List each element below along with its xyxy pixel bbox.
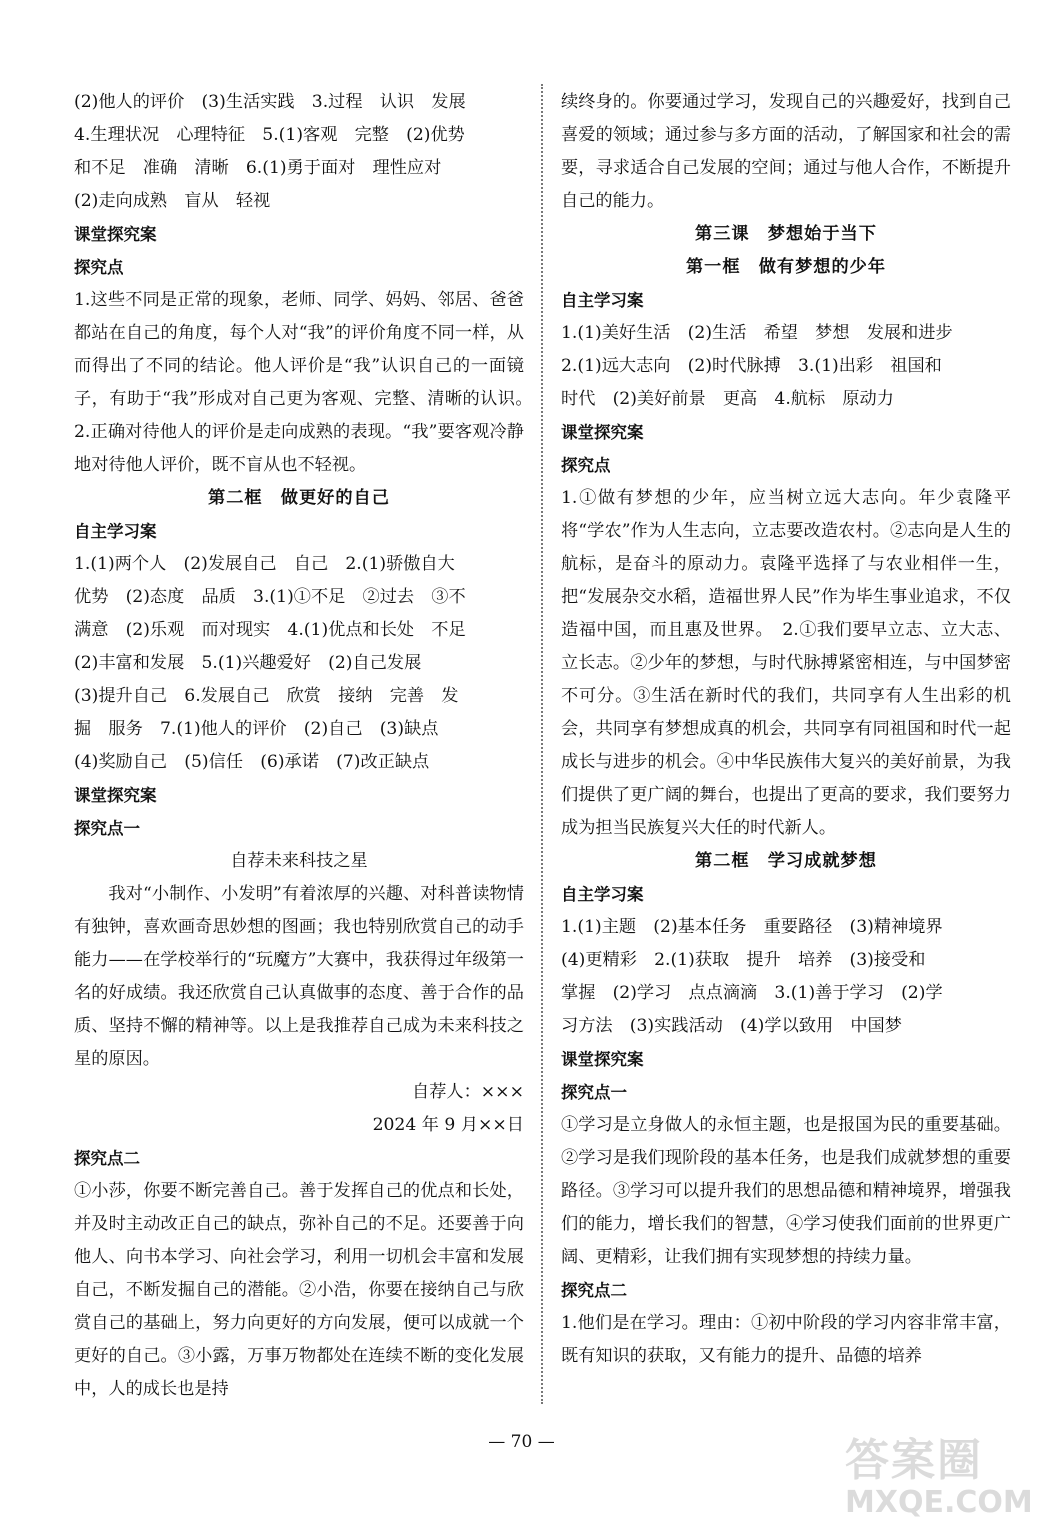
answer-line: 习方法 (3)实践活动 (4)学以致用 中国梦 <box>561 1016 902 1036</box>
watermark-logo <box>845 1435 1033 1531</box>
answer-line: (2)丰富和发展 5.(1)兴趣爱好 (2)自己发展 <box>74 653 422 673</box>
essay-title: 自荐未来科技之星 <box>230 851 368 871</box>
answer-line: 满意 (2)乐观 而对现实 4.(1)优点和长处 不足 <box>74 620 466 640</box>
frame-title: 第二框 学习成就梦想 <box>695 851 877 871</box>
answer-line: 时代 (2)美好前景 更高 4.航标 原动力 <box>561 389 894 409</box>
intro-line-2: 4.生理状况 心理特征 5.(1)客观 完整 (2)优势 <box>74 125 465 145</box>
section-heading: 课堂探究案 <box>561 1050 644 1069</box>
answer-line: 掘 服务 7.(1)他人的评价 (2)自己 (3)缺点 <box>74 719 439 739</box>
section-heading: 自主学习案 <box>561 885 644 904</box>
left-column <box>74 86 542 1406</box>
continued-paragraph: 续终身的。你要通过学习，发现自己的兴趣爱好，找到自己喜爱的领域；通过参与多方面的活动，了解国家和社会的需要，寻求适合自己发展的空间；通过与他人合作，不断提升自己的能力。 <box>561 92 1011 211</box>
answer-paragraph: 1.这些不同是正常的现象，老师、同学、妈妈、邻居、爸爸都站在自己的角度，每个人对“我”的评价角度不同一样，从而得出了不同的结论。他人评价是“我”认识自己的一面镜子，有助于“我”形成对自己更为客观、完整、清晰的认识。 2.正确对待他人的评价是走向成熟的表现。“我”要客观冷静地对待他人评价，既不盲从也不轻视。 <box>74 290 542 475</box>
frame-title: 第二框 做更好的自己 <box>208 488 390 508</box>
essay-date: 2024 年 9 月××日 <box>372 1115 524 1135</box>
intro-line-1: (2)他人的评价 (3)生活实践 3.过程 认识 发展 <box>74 92 466 112</box>
section-heading: 课堂探究案 <box>74 786 157 805</box>
answer-line: 1.(1)美好生活 (2)生活 希望 梦想 发展和进步 <box>561 323 953 343</box>
essay-signature: 自荐人：××× <box>412 1082 524 1102</box>
answer-paragraph: ①小莎，你要不断完善自己。善于发挥自己的优点和长处，并及时主动改正自己的缺点，弥补自己的不足。还要善于向他人、向书本学习、向社会学习，利用一切机会丰富和发展自己，不断发掘自己的潜能。②小浩，你要在接纳自己与欣赏自己的基础上，努力向更好的方向发展，便可以成就一个更好的自己。③小露，万事万物都处在连续不断的变化发展中，人的成长也是持 <box>74 1181 524 1399</box>
answer-line: (4)更精彩 2.(1)获取 提升 培养 (3)接受和 <box>561 950 926 970</box>
answer-paragraph: 1.①做有梦想的少年，应当树立远大志向。年少袁隆平将“学农”作为人生志向，立志要改造农村。②志向是人生的航标，是奋斗的原动力。袁隆平选择了与农业相伴一生，把“发展杂交水稻，造福世界人民”作为毕生事业追求，不仅造福中国，而且惠及世界。 2.①我们要早立志、立大志、立长志。②少年的梦想，与时代脉搏紧密相连，与中国梦密不可分。③生活在新时代的我们，共同享有人生出彩的机会，共同享有梦想成真的机会，共同享有同祖国和时代一起成长与进步的机会。④中华民族伟大复兴的美好前景，为我们提供了更广阔的舞台，也提出了更高的要求，我们要努力成为担当民族复兴大任的时代新人。 <box>561 488 1011 838</box>
subsection-heading: 探究点一 <box>74 819 140 838</box>
answer-paragraph: 1.他们是在学习。理由：①初中阶段的学习内容非常丰富，既有知识的获取，又有能力的提升、品德的培养 <box>561 1313 1011 1366</box>
subsection-heading: 探究点一 <box>561 1083 627 1102</box>
section-heading: 自主学习案 <box>74 522 157 541</box>
page-number: — 70 — <box>488 1432 555 1452</box>
lesson-title: 第三课 梦想始于当下 <box>695 224 877 244</box>
section-heading: 课堂探究案 <box>74 225 157 244</box>
frame-title: 第一框 做有梦想的少年 <box>685 257 887 277</box>
subsection-heading: 探究点 <box>561 456 611 475</box>
answer-line: 1.(1)主题 (2)基本任务 重要路径 (3)精神境界 <box>561 917 943 937</box>
answer-line: 1.(1)两个人 (2)发展自己 自己 2.(1)骄傲自大 <box>74 554 455 574</box>
answer-line: 掌握 (2)学习 点点滴滴 3.(1)善于学习 (2)学 <box>561 983 943 1003</box>
column-divider <box>541 84 543 1404</box>
answer-line: (3)提升自己 6.发展自己 欣赏 接纳 完善 发 <box>74 686 459 706</box>
right-column <box>561 86 1011 1373</box>
answer-line: 优势 (2)态度 品质 3.(1)①不足 ②过去 ③不 <box>74 587 466 607</box>
intro-line-4: (2)走向成熟 盲从 轻视 <box>74 191 271 211</box>
section-heading: 自主学习案 <box>561 291 644 310</box>
intro-line-3: 和不足 准确 清晰 6.(1)勇于面对 理性应对 <box>74 158 442 178</box>
watermark-text: 答案圈 <box>845 1435 983 1486</box>
subsection-heading: 探究点二 <box>561 1281 627 1300</box>
section-heading: 课堂探究案 <box>561 423 644 442</box>
answer-line: 2.(1)远大志向 (2)时代脉搏 3.(1)出彩 祖国和 <box>561 356 942 376</box>
answer-paragraph: ①学习是立身做人的永恒主题，也是报国为民的重要基础。②学习是我们现阶段的基本任务，也是我们成就梦想的重要路径。③学习可以提升我们的思想品德和精神境界，增强我们的能力，增长我们的智慧，④学习使我们面前的世界更广阔、更精彩，让我们拥有实现梦想的持续力量。 <box>561 1115 1011 1267</box>
essay-body: 我对“小制作、小发明”有着浓厚的兴趣、对科普读物情有独钟，喜欢画奇思妙想的图画；我也特别欣赏自己的动手能力——在学校举行的“玩魔方”大赛中，我获得过年级第一名的好成绩。我还欣赏自己认真做事的态度、善于合作的品质、坚持不懈的精神等。以上是我推荐自己成为未来科技之星的原因。 <box>74 884 524 1069</box>
subsection-heading: 探究点 <box>74 258 124 277</box>
watermark-url: MXQE.COM <box>845 1485 1033 1520</box>
subsection-heading: 探究点二 <box>74 1149 140 1168</box>
answer-line: (4)奖励自己 (5)信任 (6)承诺 (7)改正缺点 <box>74 752 430 772</box>
